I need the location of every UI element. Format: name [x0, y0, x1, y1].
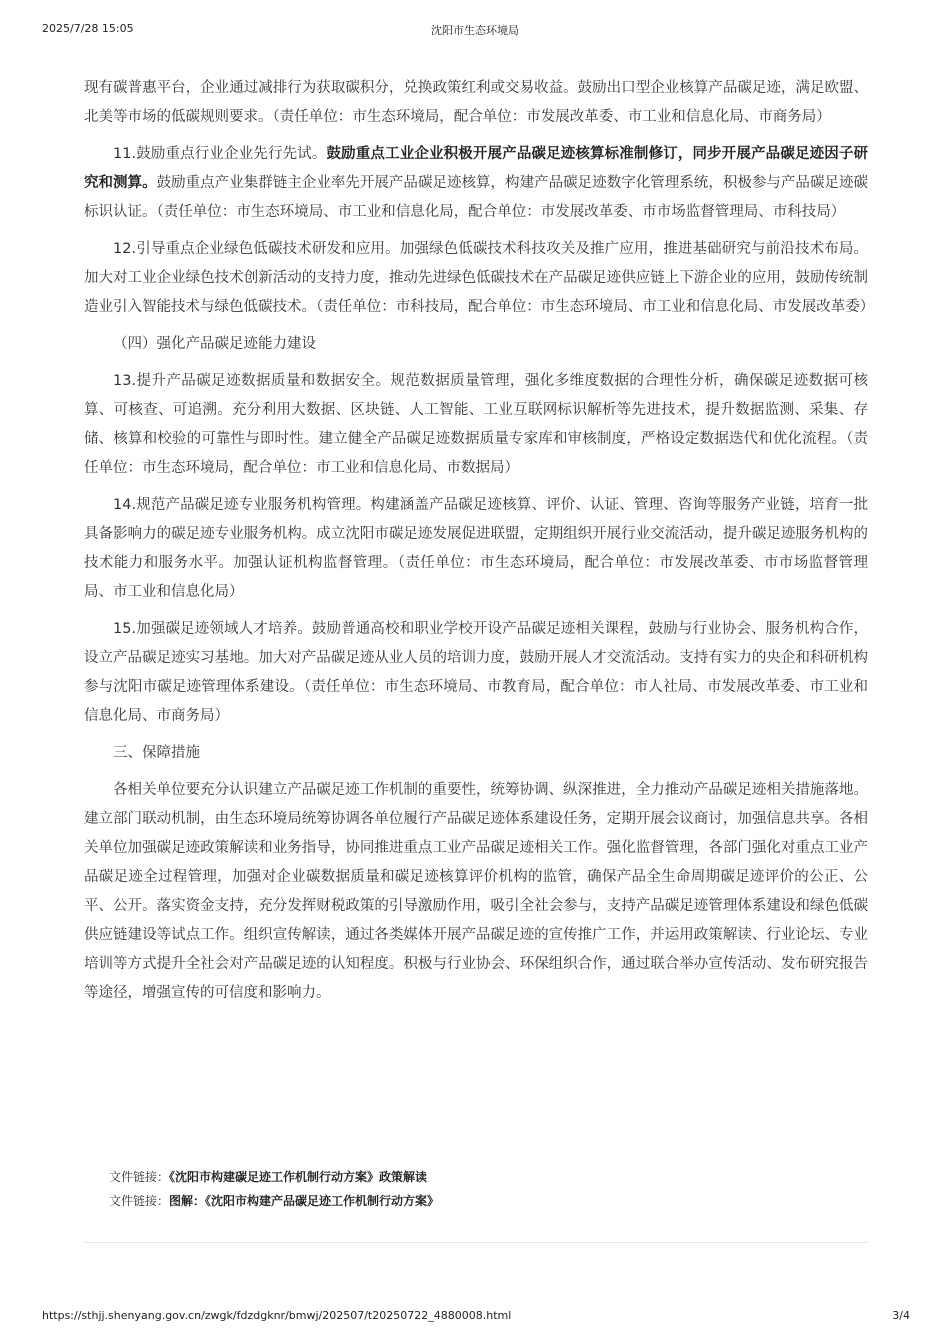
paragraph-item-13: 13.提升产品碳足迹数据质量和数据安全。规范数据质量管理，强化多维度数据的合理性分析，确保碳足迹数据可核算、可核查、可追溯。充分利用大数据、区块链、人工智能、工业互联网标识解析等先进技术，提升数据监测、采集、存储、核算和校验的可靠性与即时性。建立健全产品碳足迹数据质量专家库和审核制度，严格设定数据迭代和优化流程。（责任单位：市生态环境局，配合单位：市工业和信息化局、市数据局） — [84, 373, 868, 476]
file-link-illustrated-plan[interactable]: 图解：《沈阳市构建产品碳足迹工作机制行动方案》 — [169, 1194, 440, 1208]
file-link-row — [109, 1189, 439, 1213]
item-11-rest: 鼓励重点产业集群链主企业率先开展产品碳足迹核算，构建产品碳足迹数字化管理系统，积极参与产品碳足迹碳标识认证。（责任单位：市生态环境局、市工业和信息化局，配合单位：市发展改革委、市市场监督管理局、市科技局） — [84, 175, 869, 220]
page-url: https://sthjj.shenyang.gov.cn/zwgk/fdzdgknr/bmwj/202507/t20250722_4880008.html — [42, 1309, 512, 1322]
file-link-policy-interpretation[interactable]: 《沈阳市构建碳足迹工作机制行动方案》政策解读 — [169, 1170, 428, 1184]
item-11-lead: 11.鼓励重点行业企业先行先试。 — [113, 146, 327, 162]
paragraph-item-11 — [84, 140, 868, 227]
paragraph-item-15: 15.加强碳足迹领域人才培养。鼓励普通高校和职业学校开设产品碳足迹相关课程，鼓励与行业协会、服务机构合作，设立产品碳足迹实习基地。加大对产品碳足迹从业人员的培训力度，鼓励开展人才交流活动。支持有实力的央企和科研机构参与沈阳市碳足迹管理体系建设。（责任单位：市生态环境局、市教育局，配合单位：市人社局、市发展改革委、市工业和信息化局、市商务局） — [84, 621, 868, 724]
section-heading-3: 三、保障措施 — [113, 745, 200, 761]
site-title: 沈阳市生态环境局 — [431, 24, 519, 37]
paragraph-item-14: 14.规范产品碳足迹专业服务机构管理。构建涵盖产品碳足迹核算、评价、认证、管理、咨询等服务产业链，培育一批具备影响力的碳足迹专业服务机构。成立沈阳市碳足迹发展促进联盟，定期组织开展行业交流活动，提升碳足迹服务机构的技术能力和服务水平。加强认证机构监督管理。（责任单位：市生态环境局，配合单位：市发展改革委、市市场监督管理局、市工业和信息化局） — [84, 497, 868, 600]
file-link-prefix: 文件链接： — [109, 1194, 170, 1208]
article-body — [84, 74, 875, 1016]
print-datetime: 2025/7/28 15:05 — [42, 22, 134, 35]
print-footer — [0, 1309, 950, 1327]
paragraph-safeguards: 各相关单位要充分认识建立产品碳足迹工作机制的重要性，统筹协调、纵深推进，全力推动产品碳足迹相关措施落地。建立部门联动机制，由生态环境局统筹协调各单位履行产品碳足迹体系建设任务，定期开展会议商讨，加强信息共享。各相关单位加强碳足迹政策解读和业务指导，协同推进重点工业产品碳足迹相关工作。强化监督管理，各部门强化对重点工业产品碳足迹全过程管理，加强对企业碳数据质量和碳足迹核算评价机构的监管，确保产品全生命周期碳足迹评价的公正、公平、公开。落实资金支持，充分发挥财税政策的引导激励作用，吸引全社会参与，支持产品碳足迹管理体系建设和绿色低碳供应链建设等试点工作。组织宣传解读，通过各类媒体开展产品碳足迹的宣传推广工作，并运用政策解读、行业论坛、专业培训等方式提升全社会对产品碳足迹的认知程度。积极与行业协会、环保组织合作，通过联合举办宣传活动、发布研究报告等途径，增强宣传的可信度和影响力。 — [84, 782, 868, 1001]
divider — [84, 1242, 868, 1243]
file-link-row — [109, 1165, 439, 1189]
file-links — [109, 1165, 439, 1213]
paragraph-intro: 现有碳普惠平台，企业通过减排行为获取碳积分，兑换政策红利或交易收益。鼓励出口型企业核算产品碳足迹，满足欧盟、北美等市场的低碳规则要求。（责任单位：市生态环境局，配合单位：市发展改革委、市工业和信息化局、市商务局） — [84, 80, 868, 125]
file-link-prefix: 文件链接： — [109, 1170, 170, 1184]
print-header — [0, 22, 950, 40]
paragraph-item-12: 12.引导重点企业绿色低碳技术研发和应用。加强绿色低碳技术科技攻关及推广应用，推进基础研究与前沿技术布局。加大对工业企业绿色技术创新活动的支持力度，推动先进绿色低碳技术在产品碳足迹供应链上下游企业的应用，鼓励传统制造业引入智能技术与绿色低碳技术。（责任单位：市科技局，配合单位：市生态环境局、市工业和信息化局、市发展改革委） — [84, 241, 875, 315]
item-11-bold-text: 鼓励重点工业企业积极开展产品碳足迹核算标准制修订，同步开展产品碳足迹因子研究和测算。 — [84, 146, 869, 191]
page-number: 3/4 — [892, 1309, 910, 1322]
section-heading-4: （四）强化产品碳足迹能力建设 — [113, 336, 316, 352]
